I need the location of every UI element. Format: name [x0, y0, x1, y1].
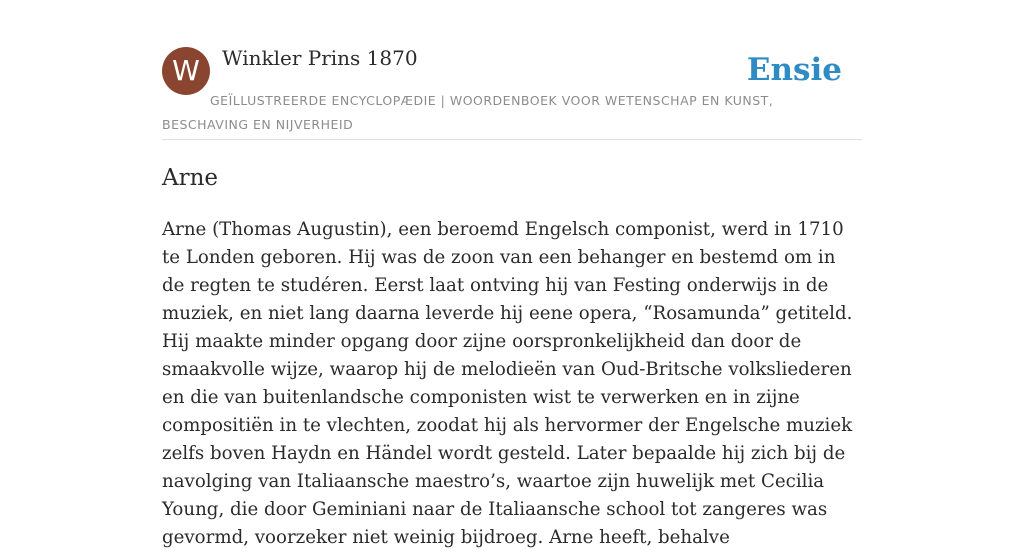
avatar[interactable]: W	[162, 47, 210, 95]
source-subtitle: GEÏLLUSTREERDE ENCYCLOPÆDIE | WOORDENBOEK VOOR WETENSCHAP EN KUNST, BESCHAVING EN NIJVERHEID	[162, 93, 774, 132]
source-title[interactable]: Winkler Prins 1870	[222, 46, 418, 70]
header-divider	[162, 139, 862, 140]
article-body: Arne (Thomas Augustin), een beroemd Engelsch componist, werd in 1710 te Londen geboren. Hij was de zoon van een behanger en bestemd om in de regten te studéren. Eerst laat ontving hij van Festing onderwijs in de muziek, en niet lang daarna leverde hij eene opera, “Rosamunda” getiteld. Hij maakte minder opgang door zijne oorspronkelijkheid dan door de smaakvolle wijze, waarop hij de melodieën van Oud-Britsche volksliederen en die van buitenlandsche componisten wist te verwerken en in zijne compositiën in te vlechten, zoodat hij als hervormer der Engelsche muziek zelfs boven Haydn en Händel wordt gesteld. Later bepaalde hij zich bij de navolging van Italiaansche maestro’s, waartoe zijn huwelijk met Cecilia Young, die door Geminiani naar de Italiaansche school tot zangeres was gevormd, voorzeker niet weinig bijdroeg. Arne heeft, behalve	[162, 219, 853, 548]
ensie-logo-link[interactable]: Ensie	[746, 52, 842, 88]
article-title: Arne	[162, 165, 219, 191]
